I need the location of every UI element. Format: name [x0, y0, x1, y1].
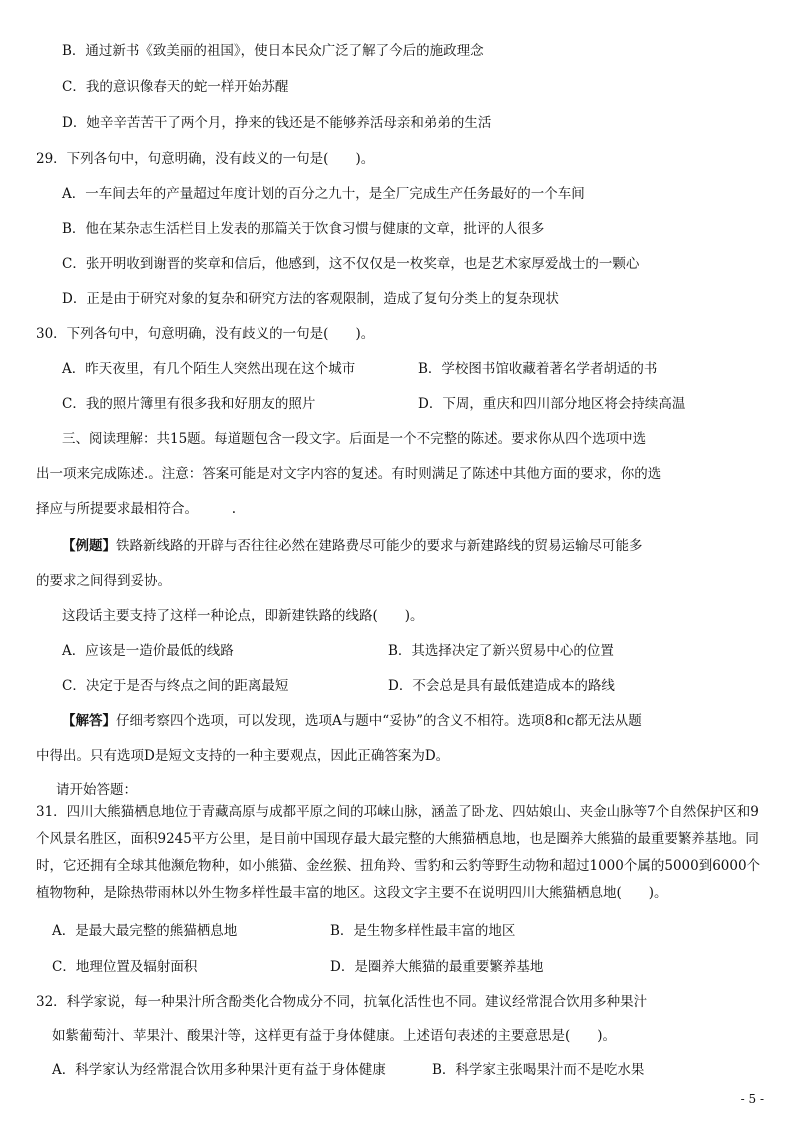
example-option-c: C．决定于是否与终点之间的距离最短 — [62, 678, 289, 694]
q30-option-c: C．我的照片簿里有很多我和好朋友的照片 — [62, 396, 316, 412]
q31-option-d: D．是圈养大熊猫的最重要繁养基地 — [330, 959, 544, 975]
q31-option-a: A．是最大最完整的熊猫栖息地 — [52, 923, 238, 939]
q32-option-a: A．科学家认为经常混合饮用多种果汁更有益于身体健康 — [52, 1062, 386, 1078]
example-option-b: B．其选择决定了新兴贸易中心的位置 — [388, 643, 614, 659]
page-number: - 5 - — [740, 1092, 764, 1106]
section3-line1: 三、阅读理解：共15题。每道题包含一段文字。后面是一个不完整的陈述。要求你从四个选项中选 — [62, 431, 647, 447]
example-line1 — [62, 537, 643, 555]
q32-line1: 32．科学家说，每一种果汁所含酚类化合物成分不同，抗氧化活性也不同。建议经常混合饮用多种果汁 — [36, 994, 648, 1010]
q31-option-b: B．是生物多样性最丰富的地区 — [330, 923, 516, 939]
q31-option-c: C．地理位置及辐射面积 — [52, 959, 198, 975]
q29-option-b: B．他在某杂志生活栏目上发表的那篇关于饮食习惯与健康的文章，批评的人很多 — [62, 221, 545, 237]
answer-tag: 【解答】 — [62, 713, 116, 729]
q29-option-d: D．正是由于研究对象的复杂和研究方法的客观限制，造成了复句分类上的复杂现状 — [62, 291, 559, 307]
answer-line2: 中得出。只有选项D是短文支持的一种主要观点，因此正确答案为D。 — [36, 748, 450, 764]
example-tag: 【例题】 — [62, 538, 116, 554]
q29-option-a: A．一车间去年的产量超过年度计划的百分之九十，是全厂完成生产任务最好的一个车间 — [62, 186, 585, 202]
example-line2: 的要求之间得到妥协。 — [36, 573, 171, 589]
q30-option-d: D．下周，重庆和四川部分地区将会持续高温 — [418, 396, 686, 412]
q30-option-b: B．学校图书馆收藏着著名学者胡适的书 — [418, 361, 658, 377]
q28-option-b: B．通过新书《致美丽的祖国》，使日本民众广泛了解了今后的施政理念 — [62, 43, 484, 59]
q32-option-b: B．科学家主张喝果汁而不是吃水果 — [432, 1062, 645, 1078]
answer-line1 — [62, 712, 642, 730]
answer-text-1: 仔细考察四个选项，可以发现，选项A与题中“妥协”的含义不相符。选项8和c都无法从题 — [116, 713, 642, 729]
start-prompt: 请开始答题： — [56, 782, 137, 798]
q28-option-c: C．我的意识像春天的蛇一样开始苏醒 — [62, 79, 289, 95]
q29-stem: 29．下列各句中，句意明确，没有歧义的一句是( )。 — [36, 151, 375, 167]
q29-option-c: C．张开明收到谢晋的奖章和信后，他感到，这不仅仅是一枚奖章，也是艺术家厚爱战士的一颗心 — [62, 256, 640, 272]
q32-line2: 如紫葡萄汁、苹果汁、酸果汁等，这样更有益于身体健康。上述语句表述的主要意思是( )。 — [52, 1028, 617, 1044]
example-question: 这段话主要支持了这样一种论点，即新建铁路的线路( )。 — [62, 608, 424, 624]
example-option-a: A．应该是一造价最低的线路 — [62, 643, 234, 659]
q31-text: 31．四川大熊猫栖息地位于青藏高原与成都平原之间的邛崃山脉，涵盖了卧龙、四姑娘山、夹金山脉等7个自然保护区和9个风景名胜区，面积9245平方公里，是目前中国现存最大最完整的大熊猫栖息地，也是圈养大熊猫的最重要繁养基地。同时，它还拥有全球其他濒危物种，如小熊猫、金丝猴、扭角羚、雪豹和云豹等野生动物和超过1000个属的5000到6000个植物物种，是除热带雨林以外生物多样性最丰富的地区。这段文字主要不在说明四川大熊猫栖息地( )。 — [36, 804, 761, 901]
section3-line3: 择应与所提要求最相符合。 . — [36, 501, 237, 517]
section3-line2: 出一项来完成陈述.。注意：答案可能是对文字内容的复述。有时则满足了陈述中其他方面的要求，你的选 — [36, 466, 662, 482]
example-text-1: 铁路新线路的开辟与否往往必然在建路费尽可能少的要求与新建路线的贸易运输尽可能多 — [116, 538, 643, 554]
q30-option-a: A．昨天夜里，有几个陌生人突然出现在这个城市 — [62, 361, 356, 377]
example-option-d: D．不会总是具有最低建造成本的路线 — [388, 678, 615, 694]
q28-option-d: D．她辛辛苦苦干了两个月，挣来的钱还是不能够养活母亲和弟弟的生活 — [62, 115, 492, 131]
q30-stem: 30．下列各句中，句意明确，没有歧义的一句是( )。 — [36, 326, 375, 342]
